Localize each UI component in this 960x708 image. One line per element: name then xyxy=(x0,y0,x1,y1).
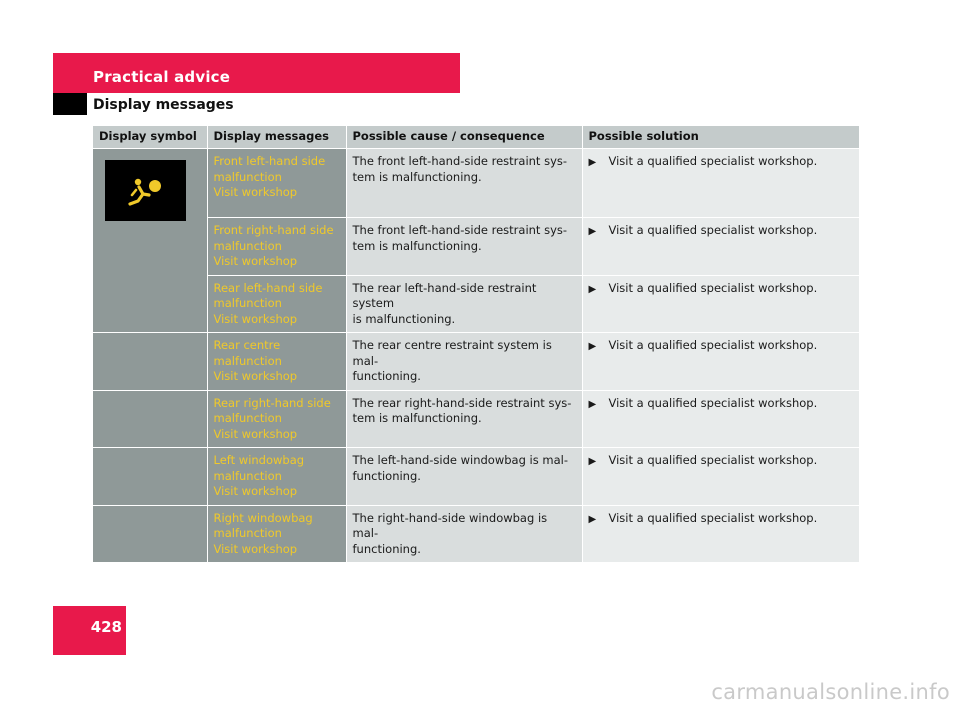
solution-cell xyxy=(582,333,859,391)
cause-line: functioning. xyxy=(352,541,421,556)
message-line: Rear left-hand side xyxy=(213,280,323,295)
message-line: Rear centre xyxy=(213,338,281,352)
message-line: Visit workshop xyxy=(213,369,298,383)
table-row xyxy=(93,149,859,218)
display-messages-table xyxy=(93,126,860,563)
message-line: Left windowbag xyxy=(213,453,305,467)
message-line: Visit workshop xyxy=(213,254,298,268)
message-line: Front right-hand side xyxy=(213,223,334,237)
message-line: Rear right-hand side xyxy=(213,395,331,410)
cause-cell xyxy=(346,390,582,448)
column-header-possible-solution: Possible solution xyxy=(582,126,859,149)
display-symbol-cell xyxy=(93,448,207,506)
message-line: Front left-hand side xyxy=(213,154,326,168)
cause-cell xyxy=(346,275,582,333)
cause-line: The right-hand-side windowbag is mal- xyxy=(352,510,548,540)
cause-line: The rear centre restraint system is mal- xyxy=(352,338,552,368)
airbag-warning-icon xyxy=(105,160,186,221)
table-row xyxy=(93,390,859,448)
solution-cell xyxy=(582,275,859,333)
solution-text: Visit a qualified specialist workshop. xyxy=(608,510,818,525)
message-line: Right windowbag xyxy=(213,510,313,525)
cause-line: functioning. xyxy=(352,468,421,483)
column-header-display-symbol: Display symbol xyxy=(93,126,207,149)
solution-text: Visit a qualified specialist workshop. xyxy=(608,453,818,467)
arrow-bullet-icon: ▶ xyxy=(588,226,597,237)
solution-text: Visit a qualified specialist workshop. xyxy=(608,154,818,168)
message-line: malfunction xyxy=(213,468,282,483)
message-line: Visit workshop xyxy=(213,484,298,498)
display-message-cell xyxy=(207,390,346,448)
display-message-cell xyxy=(207,333,346,391)
solution-cell xyxy=(582,505,859,563)
cause-cell xyxy=(346,149,582,218)
message-line: malfunction xyxy=(213,238,282,253)
cause-cell xyxy=(346,218,582,276)
solution-text: Visit a qualified specialist workshop. xyxy=(608,395,818,410)
solution-text: Visit a qualified specialist workshop. xyxy=(608,338,818,352)
solution-cell xyxy=(582,218,859,276)
message-line: malfunction xyxy=(213,526,282,540)
display-symbol-cell xyxy=(93,149,207,333)
message-line: Visit workshop xyxy=(213,426,298,441)
message-line: Visit workshop xyxy=(213,311,298,326)
display-symbol-cell xyxy=(93,505,207,563)
arrow-bullet-icon: ▶ xyxy=(588,456,597,467)
subsection-title: Display messages xyxy=(93,97,234,113)
page-number: 428 xyxy=(90,618,122,636)
cause-line: The front left-hand-side restraint sys- xyxy=(352,154,568,168)
cause-cell xyxy=(346,333,582,391)
cause-cell xyxy=(346,448,582,506)
message-line: Visit workshop xyxy=(213,541,298,556)
table-row xyxy=(93,275,859,333)
cause-line: The rear right-hand-side restraint sys- xyxy=(352,395,572,410)
cause-line: tem is malfunctioning. xyxy=(352,411,482,425)
cause-line: functioning. xyxy=(352,369,421,383)
display-message-cell xyxy=(207,149,346,218)
message-line: Visit workshop xyxy=(213,185,298,199)
solution-text: Visit a qualified specialist workshop. xyxy=(608,223,818,237)
message-line: malfunction xyxy=(213,411,282,425)
cause-cell xyxy=(346,505,582,563)
display-message-cell xyxy=(207,505,346,563)
cause-line: tem is malfunctioning. xyxy=(352,169,482,184)
cause-line: tem is malfunctioning. xyxy=(352,238,482,253)
page-number-box xyxy=(53,606,126,655)
table-row xyxy=(93,218,859,276)
table-row xyxy=(93,333,859,391)
subsection-marker xyxy=(53,93,87,115)
message-line: malfunction xyxy=(213,296,282,310)
column-header-display-messages: Display messages xyxy=(207,126,346,149)
table-row xyxy=(93,505,859,563)
table-header-row xyxy=(93,126,859,149)
cause-line: The rear left-hand-side restraint system xyxy=(352,280,537,310)
solution-cell xyxy=(582,390,859,448)
message-line: malfunction xyxy=(213,353,282,368)
cause-line: The front left-hand-side restraint sys- xyxy=(352,223,568,237)
display-symbol-cell xyxy=(93,390,207,448)
display-message-cell xyxy=(207,218,346,276)
section-title: Practical advice xyxy=(93,68,231,86)
display-message-cell xyxy=(207,275,346,333)
arrow-bullet-icon: ▶ xyxy=(588,513,597,525)
display-message-cell xyxy=(207,448,346,506)
column-header-possible-cause: Possible cause / consequence xyxy=(346,126,582,149)
solution-text: Visit a qualified specialist workshop. xyxy=(608,280,818,295)
arrow-bullet-icon: ▶ xyxy=(588,398,597,410)
display-symbol-cell xyxy=(93,333,207,391)
arrow-bullet-icon: ▶ xyxy=(588,157,597,168)
watermark: carmanualsonline.info xyxy=(711,680,950,704)
cause-line: The left-hand-side windowbag is mal- xyxy=(352,453,568,467)
solution-cell xyxy=(582,149,859,218)
solution-cell xyxy=(582,448,859,506)
table-row xyxy=(93,448,859,506)
message-line: malfunction xyxy=(213,169,282,184)
arrow-bullet-icon: ▶ xyxy=(588,283,597,295)
cause-line: is malfunctioning. xyxy=(352,311,456,326)
arrow-bullet-icon: ▶ xyxy=(588,341,597,352)
